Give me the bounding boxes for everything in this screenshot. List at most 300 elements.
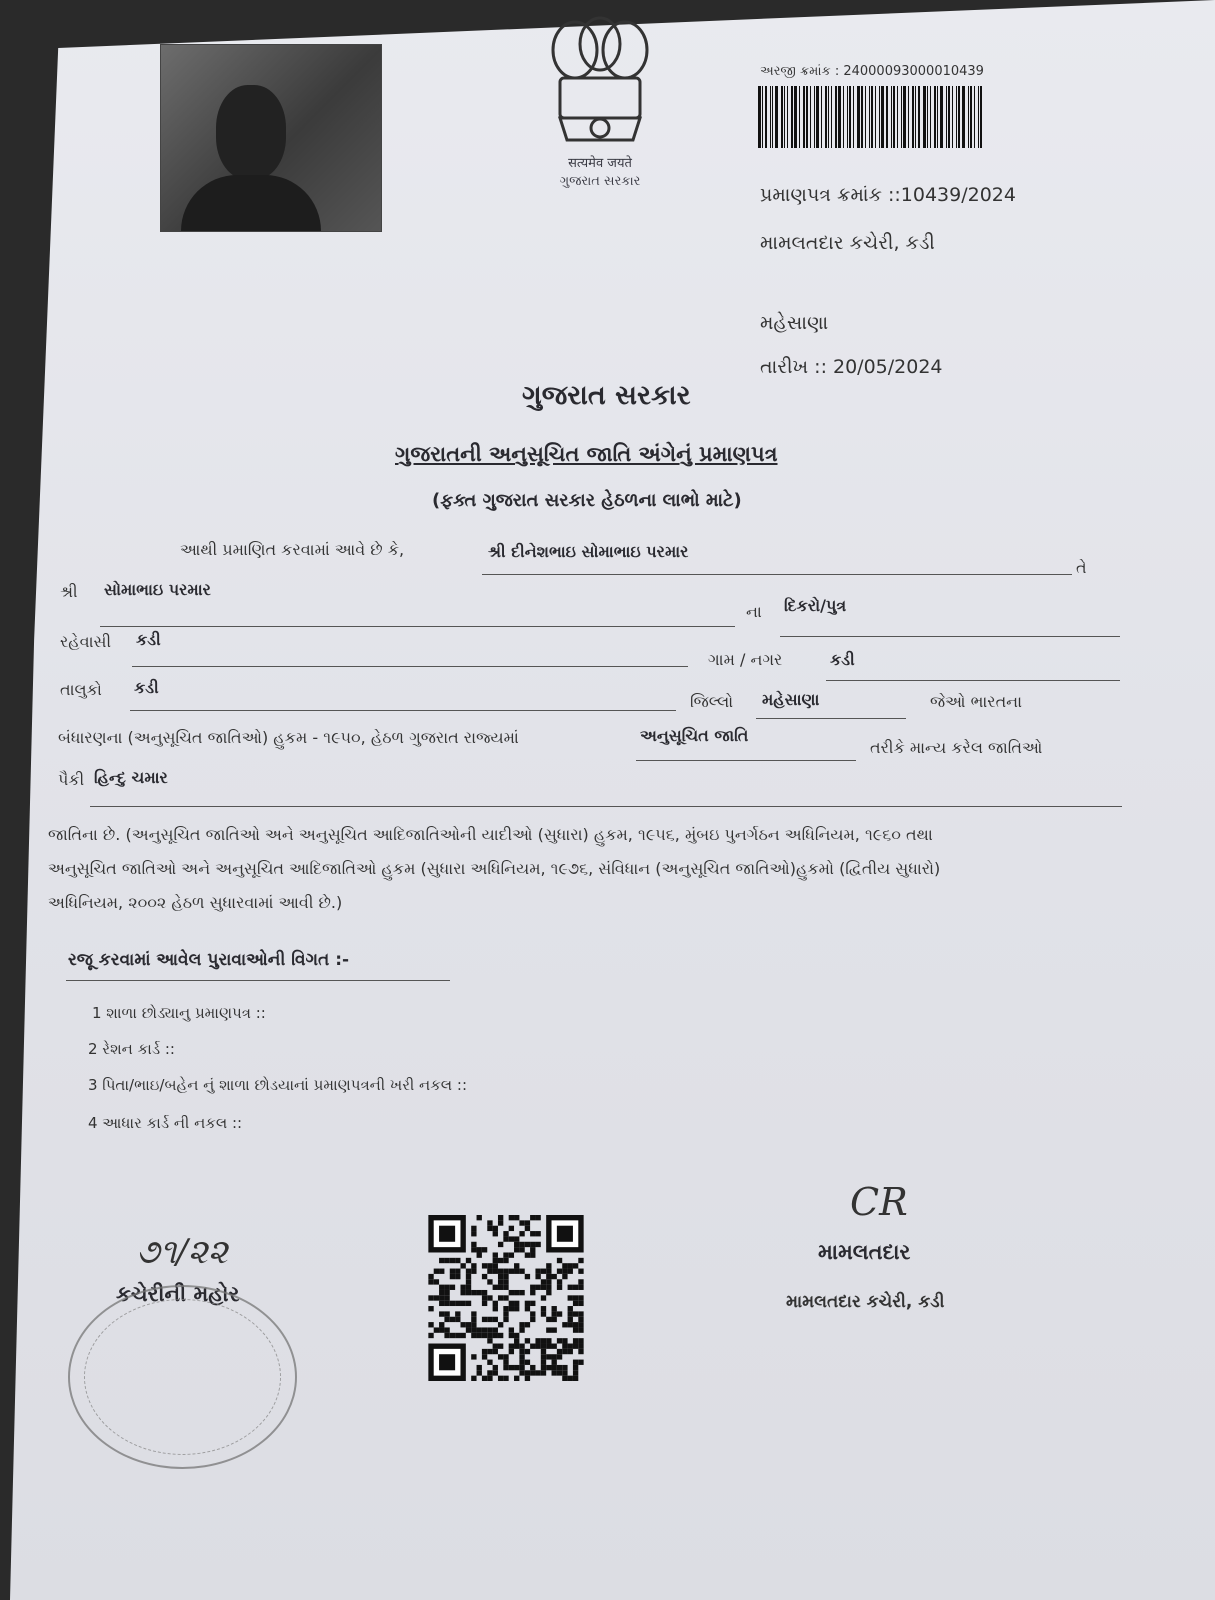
qr-module xyxy=(493,1226,498,1231)
qr-module xyxy=(450,1301,455,1306)
barcode-bar xyxy=(970,86,972,148)
barcode-bar xyxy=(946,86,947,148)
qr-module xyxy=(509,1226,514,1231)
qr-module xyxy=(482,1247,487,1252)
emblem-caption xyxy=(520,155,680,191)
document-title: ગુજરાત સરકાર xyxy=(522,380,691,411)
document-item: 4 આધાર કાર્ડ ની નકલ :: xyxy=(88,1114,243,1132)
photo-silhouette-body xyxy=(181,175,321,231)
qr-module xyxy=(535,1269,540,1274)
qr-module xyxy=(428,1279,433,1284)
qr-module xyxy=(568,1349,573,1354)
qr-code xyxy=(428,1215,584,1381)
paiki-label: પૈકી xyxy=(58,770,85,789)
qr-module xyxy=(578,1349,583,1354)
barcode-bar xyxy=(918,86,920,148)
barcode-bar xyxy=(891,86,892,148)
barcode-bar xyxy=(962,86,965,148)
barcode-bar xyxy=(849,86,851,148)
qr-module xyxy=(541,1279,546,1284)
qr-module xyxy=(530,1311,535,1316)
qr-module xyxy=(487,1269,492,1274)
barcode-bar xyxy=(803,86,805,148)
qr-module xyxy=(530,1290,535,1295)
qr-module xyxy=(519,1344,524,1349)
qr-module xyxy=(498,1274,503,1279)
certificate-number: પ્રમાણપત્ર ક્રમાંક ::10439/2024 xyxy=(760,184,1016,206)
barcode-bar xyxy=(871,86,873,148)
qr-module xyxy=(460,1301,465,1306)
qr-module xyxy=(482,1327,487,1332)
qr-module xyxy=(503,1360,508,1365)
qr-module xyxy=(477,1327,482,1332)
qr-module xyxy=(466,1274,471,1279)
barcode-bar xyxy=(765,86,767,148)
qr-module xyxy=(444,1301,449,1306)
qr-module xyxy=(493,1269,498,1274)
qr-module xyxy=(573,1263,578,1268)
qr-module xyxy=(493,1263,498,1268)
qr-module xyxy=(487,1263,492,1268)
qr-module xyxy=(562,1349,567,1354)
barcode-bar xyxy=(762,86,763,148)
qr-module xyxy=(519,1322,524,1327)
qr-module xyxy=(568,1317,573,1322)
qr-module xyxy=(552,1317,557,1322)
qr-module xyxy=(525,1306,530,1311)
qr-module xyxy=(439,1285,444,1290)
village-label: ગામ / નગર xyxy=(708,650,783,669)
qr-module xyxy=(482,1295,487,1300)
qr-module xyxy=(557,1285,562,1290)
qr-module xyxy=(530,1365,535,1370)
qr-module xyxy=(546,1354,551,1359)
qr-module xyxy=(530,1242,535,1247)
qr-module xyxy=(455,1301,460,1306)
qr-module xyxy=(546,1263,551,1268)
barcode-bar xyxy=(974,86,975,148)
qr-module xyxy=(471,1311,476,1316)
qr-module xyxy=(519,1247,524,1252)
barcode-bar xyxy=(806,86,808,148)
qr-module xyxy=(471,1247,476,1252)
officer-title: મામલતદાર xyxy=(818,1240,911,1264)
qr-module xyxy=(509,1215,514,1220)
qr-module xyxy=(450,1274,455,1279)
qr-module xyxy=(503,1317,508,1322)
father-name-line xyxy=(100,626,735,627)
qr-module xyxy=(530,1215,535,1220)
qr-module xyxy=(578,1322,583,1327)
qr-module xyxy=(578,1317,583,1322)
qr-module xyxy=(552,1311,557,1316)
relation-line xyxy=(780,636,1120,637)
category-value: અનુસૂચિત જાતિ xyxy=(640,726,749,745)
qr-module xyxy=(568,1344,573,1349)
qr-module xyxy=(482,1376,487,1381)
qr-module xyxy=(498,1242,503,1247)
qr-module xyxy=(578,1327,583,1332)
qr-module xyxy=(578,1311,583,1316)
qr-module xyxy=(578,1338,583,1343)
qr-module xyxy=(493,1333,498,1338)
qr-module xyxy=(509,1349,514,1354)
qr-module xyxy=(530,1247,535,1252)
qr-module xyxy=(509,1269,514,1274)
qr-module xyxy=(450,1333,455,1338)
qr-module xyxy=(444,1290,449,1295)
qr-module xyxy=(487,1317,492,1322)
applicant-photo xyxy=(160,44,382,232)
qr-module xyxy=(493,1365,498,1370)
qr-module xyxy=(578,1279,583,1284)
qr-module xyxy=(482,1333,487,1338)
qr-module xyxy=(530,1301,535,1306)
qr-module xyxy=(471,1263,476,1268)
barcode-bar xyxy=(879,86,880,148)
qr-module xyxy=(471,1226,476,1231)
qr-module xyxy=(562,1263,567,1268)
barcode-bar xyxy=(787,86,788,148)
qr-module xyxy=(466,1258,471,1263)
document-item: 1 શાળા છોડ્યાનુ પ્રમાણપત્ર :: xyxy=(92,1004,266,1022)
qr-module xyxy=(460,1290,465,1295)
qr-module xyxy=(535,1344,540,1349)
qr-module xyxy=(477,1215,482,1220)
qr-module xyxy=(562,1370,567,1375)
qr-module xyxy=(444,1258,449,1263)
qr-module xyxy=(514,1290,519,1295)
qr-module xyxy=(466,1327,471,1332)
barcode-bar xyxy=(770,86,771,148)
qr-module xyxy=(439,1322,444,1327)
qr-module xyxy=(477,1333,482,1338)
qr-module xyxy=(552,1327,557,1332)
barcode-bar xyxy=(980,86,982,148)
barcode-bar xyxy=(940,86,943,148)
district-line xyxy=(756,718,906,719)
qr-module xyxy=(514,1333,519,1338)
qr-module xyxy=(519,1269,524,1274)
barcode-bar xyxy=(903,86,906,148)
barcode-bar xyxy=(881,86,884,148)
qr-module xyxy=(503,1279,508,1284)
qr-module xyxy=(482,1354,487,1359)
qr-module xyxy=(498,1295,503,1300)
qr-module xyxy=(482,1349,487,1354)
qr-module xyxy=(487,1279,492,1284)
qr-module xyxy=(541,1349,546,1354)
barcode-bar xyxy=(810,86,811,148)
barcode-bar xyxy=(930,86,931,148)
qr-module xyxy=(509,1344,514,1349)
qr-module xyxy=(535,1215,540,1220)
qr-module xyxy=(573,1327,578,1332)
qr-module xyxy=(546,1344,551,1349)
resident-label: રહેવાસી xyxy=(60,632,112,651)
barcode-bar xyxy=(775,86,778,148)
qr-module xyxy=(573,1338,578,1343)
qr-module xyxy=(568,1311,573,1316)
qr-module xyxy=(455,1317,460,1322)
caste-value: હિન્દુ ચમાર xyxy=(94,768,168,787)
qr-module xyxy=(541,1338,546,1343)
qr-module xyxy=(498,1285,503,1290)
issuing-district: મહેસાણા xyxy=(760,312,829,334)
officer-signature: CR xyxy=(850,1180,908,1224)
qr-module xyxy=(509,1236,514,1241)
qr-module xyxy=(487,1338,492,1343)
qr-module xyxy=(503,1274,508,1279)
father-name: સોમાભાઇ પરમાર xyxy=(104,580,211,599)
resident-value: કડી xyxy=(136,630,161,649)
qr-module xyxy=(460,1285,465,1290)
qr-module xyxy=(530,1285,535,1290)
qr-module xyxy=(546,1279,551,1284)
qr-module xyxy=(493,1349,498,1354)
qr-module xyxy=(493,1344,498,1349)
qr-module xyxy=(509,1290,514,1295)
qr-module xyxy=(455,1311,460,1316)
barcode-bar xyxy=(861,86,863,148)
qr-module xyxy=(498,1344,503,1349)
qr-module xyxy=(525,1274,530,1279)
qr-module xyxy=(482,1274,487,1279)
qr-module xyxy=(573,1285,578,1290)
taluka-line xyxy=(130,710,676,711)
qr-module xyxy=(455,1258,460,1263)
qr-module xyxy=(466,1290,471,1295)
qr-module xyxy=(525,1252,530,1257)
qr-module xyxy=(487,1349,492,1354)
qr-module xyxy=(471,1333,476,1338)
qr-module xyxy=(568,1295,573,1300)
application-number: અરજી ક્રમાંક : 24000093000010439 xyxy=(760,64,984,79)
qr-module xyxy=(460,1263,465,1268)
barcode-bar xyxy=(956,86,957,148)
qr-module xyxy=(509,1333,514,1338)
qr-module xyxy=(578,1344,583,1349)
qr-module xyxy=(525,1301,530,1306)
qr-module xyxy=(546,1269,551,1274)
qr-module xyxy=(562,1338,567,1343)
qr-module xyxy=(525,1242,530,1247)
qr-module xyxy=(439,1301,444,1306)
qr-module xyxy=(514,1306,519,1311)
district-label: જિલ્લો xyxy=(690,692,734,711)
recognised-text: તરીકે માન્ય કરેલ જાતિઓ xyxy=(870,738,1043,757)
qr-module xyxy=(557,1365,562,1370)
qr-module xyxy=(519,1231,524,1236)
qr-module xyxy=(557,1279,562,1284)
qr-module xyxy=(568,1376,573,1381)
qr-module xyxy=(460,1322,465,1327)
qr-module xyxy=(519,1360,524,1365)
qr-module xyxy=(434,1295,439,1300)
qr-module xyxy=(514,1365,519,1370)
barcode-bar xyxy=(893,86,895,148)
qr-module xyxy=(439,1327,444,1332)
barcode-bar xyxy=(772,86,773,148)
qr-module xyxy=(498,1215,503,1220)
resident-line xyxy=(132,666,688,667)
qr-module xyxy=(509,1301,514,1306)
documents-heading-underline xyxy=(66,980,450,981)
barcode-bar xyxy=(901,86,902,148)
issuing-office: મામલતદાર કચેરી, કડી xyxy=(760,232,935,254)
qr-module xyxy=(552,1354,557,1359)
qr-module xyxy=(525,1360,530,1365)
qr-module xyxy=(546,1327,551,1332)
qr-module xyxy=(578,1269,583,1274)
qr-module xyxy=(493,1306,498,1311)
qr-module xyxy=(487,1295,492,1300)
village-value: કડી xyxy=(830,650,855,669)
qr-module xyxy=(460,1333,465,1338)
barcode-bar xyxy=(948,86,950,148)
jeo-label: જેઓ ભારતના xyxy=(930,692,1023,711)
qr-module xyxy=(439,1290,444,1295)
qr-module xyxy=(573,1376,578,1381)
qr-module xyxy=(498,1279,503,1284)
qr-module xyxy=(498,1354,503,1359)
qr-module xyxy=(471,1242,476,1247)
qr-module xyxy=(573,1322,578,1327)
qr-module xyxy=(439,1258,444,1263)
qr-module xyxy=(530,1317,535,1322)
barcode-bar xyxy=(831,86,832,148)
qr-module xyxy=(568,1269,573,1274)
qr-module xyxy=(487,1376,492,1381)
barcode-bar xyxy=(816,86,819,148)
qr-module xyxy=(477,1247,482,1252)
officer-office: મામલતદાર કચેરી, કડી xyxy=(786,1292,945,1312)
qr-module xyxy=(514,1263,519,1268)
qr-module xyxy=(557,1349,562,1354)
qr-module xyxy=(535,1338,540,1343)
qr-module xyxy=(428,1322,433,1327)
qr-module xyxy=(493,1370,498,1375)
qr-module xyxy=(455,1333,460,1338)
barcode-bar xyxy=(937,86,938,148)
qr-module xyxy=(450,1269,455,1274)
qr-module xyxy=(471,1290,476,1295)
intro-text: આથી પ્રમાણિત કરવામાં આવે છે કે, xyxy=(180,540,405,559)
qr-module xyxy=(573,1365,578,1370)
qr-module xyxy=(541,1344,546,1349)
barcode-bar xyxy=(847,86,848,148)
qr-module xyxy=(519,1349,524,1354)
qr-module xyxy=(498,1258,503,1263)
barcode-bar xyxy=(799,86,800,148)
qr-module xyxy=(557,1311,562,1316)
qr-module xyxy=(466,1301,471,1306)
qr-module xyxy=(471,1317,476,1322)
document-subtitle: ગુજરાતની અનુસૂચિત જાતિ અંગેનું પ્રમાણપત્ર xyxy=(395,442,778,466)
qr-module xyxy=(428,1333,433,1338)
qr-module xyxy=(535,1231,540,1236)
na-label: ના xyxy=(746,602,762,621)
qr-module xyxy=(493,1252,498,1257)
qr-module xyxy=(439,1311,444,1316)
qr-module xyxy=(444,1317,449,1322)
qr-module xyxy=(573,1370,578,1375)
qr-module xyxy=(568,1285,573,1290)
barcode-bar xyxy=(908,86,909,148)
qr-module xyxy=(487,1226,492,1231)
barcode-bar xyxy=(912,86,914,148)
qr-module xyxy=(541,1365,546,1370)
qr-module xyxy=(444,1333,449,1338)
qr-module xyxy=(541,1306,546,1311)
qr-module xyxy=(578,1285,583,1290)
qr-module xyxy=(525,1226,530,1231)
qr-module xyxy=(498,1322,503,1327)
barcode-bar xyxy=(784,86,785,148)
barcode-bar xyxy=(875,86,876,148)
qr-module xyxy=(450,1285,455,1290)
emblem-motto: सत्यमेव जयते xyxy=(568,156,632,171)
qr-module xyxy=(455,1269,460,1274)
qr-module xyxy=(493,1231,498,1236)
emblem-state-name: ગુજરાત સરકાર xyxy=(559,174,641,189)
qr-module xyxy=(541,1360,546,1365)
barcode-bar xyxy=(825,86,827,148)
qr-module xyxy=(525,1349,530,1354)
qr-module xyxy=(514,1247,519,1252)
barcode-bar xyxy=(838,86,841,148)
qr-module xyxy=(568,1263,573,1268)
qr-module xyxy=(525,1220,530,1225)
qr-module xyxy=(444,1285,449,1290)
qr-module xyxy=(493,1327,498,1332)
document-subtitle-note: (ફક્ત ગુજરાત સરકાર હેઠળના લાભો માટે) xyxy=(432,490,742,511)
barcode-bar xyxy=(886,86,888,148)
qr-module xyxy=(530,1344,535,1349)
handwritten-initials: ૭૧/૨૨ xyxy=(136,1232,228,1272)
qr-module xyxy=(514,1236,519,1241)
barcode-bar xyxy=(835,86,837,148)
qr-module xyxy=(557,1370,562,1375)
qr-module xyxy=(552,1360,557,1365)
qr-module xyxy=(519,1290,524,1295)
qr-module xyxy=(525,1376,530,1381)
barcode-bar xyxy=(978,86,979,148)
barcode-bar xyxy=(843,86,844,148)
qr-module xyxy=(503,1258,508,1263)
qr-module xyxy=(493,1301,498,1306)
qr-module xyxy=(428,1306,433,1311)
barcode-bar xyxy=(781,86,783,148)
qr-module xyxy=(541,1354,546,1359)
qr-module xyxy=(444,1295,449,1300)
barcode-bar xyxy=(828,86,829,148)
qr-module xyxy=(573,1301,578,1306)
qr-module xyxy=(546,1365,551,1370)
relation: દિકરો/પુત્ર xyxy=(784,596,847,615)
qr-module xyxy=(487,1327,492,1332)
qr-module xyxy=(455,1274,460,1279)
qr-module xyxy=(535,1242,540,1247)
qr-module xyxy=(471,1376,476,1381)
qr-module xyxy=(482,1290,487,1295)
qr-module xyxy=(546,1338,551,1343)
qr-module xyxy=(450,1258,455,1263)
barcode-bar xyxy=(923,86,926,148)
qr-module xyxy=(578,1295,583,1300)
qr-module xyxy=(578,1360,583,1365)
qr-module xyxy=(503,1365,508,1370)
